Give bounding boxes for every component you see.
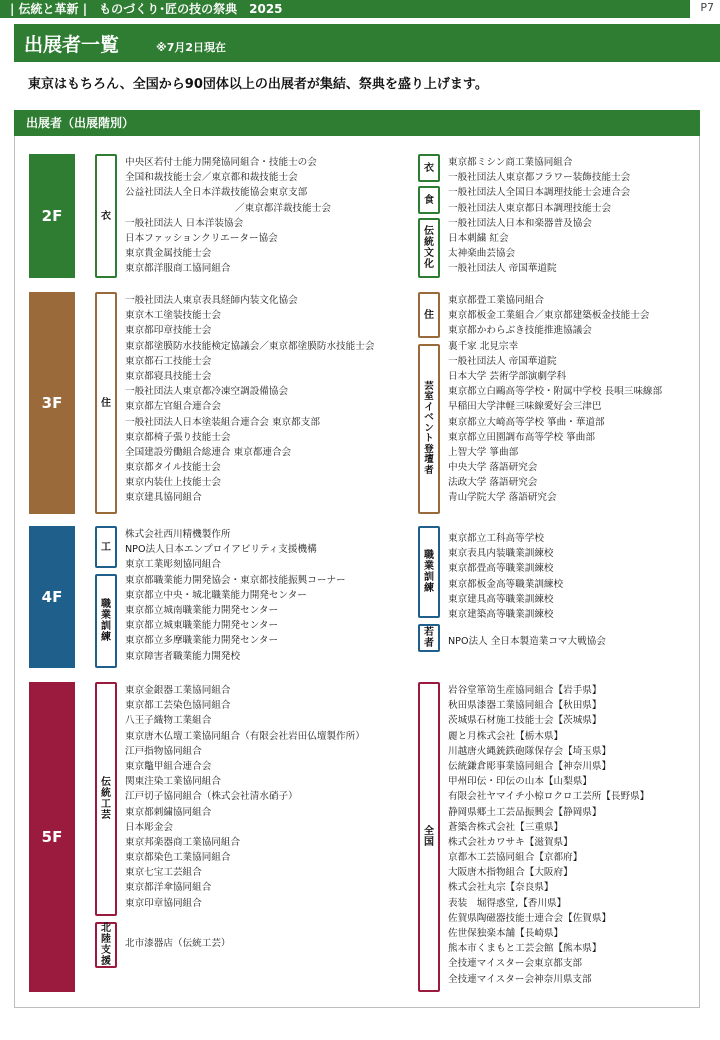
list-item: 一般社団法人全国日本調理技能士会連合会 — [448, 187, 631, 199]
list-item: 表装 堀得惑堂,【香川県】 — [448, 897, 567, 909]
category-tag: 食 — [418, 186, 440, 214]
list-item: 東京都寝具技能士会 — [125, 370, 212, 382]
list-item: 東京都板金工業組合／東京都建築板金技能士会 — [448, 310, 650, 322]
list-item: 江戸指物協同組合 — [125, 745, 202, 757]
list-item: 川越唐火縄銃鉄砲隊保存会【埼玉県】 — [448, 745, 612, 757]
list-item: 東京都畳工業協同組合 — [448, 295, 544, 306]
exhibitor-list-3f-right — [448, 293, 662, 506]
list-item: 東京都洋傘協同組合 — [125, 882, 212, 894]
list-item: 東京都工芸染色協同組合 — [125, 700, 231, 712]
list-item: 東京工業彫刻協同組合 — [125, 559, 221, 571]
section-heading: 出展者（出展階別） — [14, 110, 700, 136]
list-item: 一般社団法人日本塗装組合連合会 東京都支部 — [125, 416, 320, 428]
list-item: 東京都立城東職業能力開発センター — [125, 620, 279, 632]
list-item: 法政大学 落語研究会 — [448, 477, 538, 489]
top-bar — [0, 0, 720, 22]
list-item: 東京都立白鷗高等学校・附属中学校 長唄三味線部 — [448, 386, 663, 398]
list-item: 東京貴金属技能士会 — [125, 248, 212, 260]
exhibitor-list-2f-right — [448, 155, 630, 277]
list-item: 青山学院大学 落語研究会 — [448, 492, 557, 504]
list-item: 江戸切子協同組合（株式会社清水硝子） — [125, 791, 298, 803]
list-item: 日本大学 芸術学部演劇学科 — [448, 370, 567, 382]
list-item: 東京金銀器工業協同組合 — [125, 685, 231, 696]
list-item: 全国和裁技能士会／東京都和裁技能士会 — [125, 172, 298, 184]
list-item: 東京建具高等職業訓練校 — [448, 593, 554, 605]
list-item: 公益社団法人全日本洋裁技能協会東京支部 — [125, 187, 308, 199]
list-item: 東京都ミシン商工業協同組合 — [448, 157, 573, 168]
list-item: 東京都石工技能士会 — [125, 355, 212, 367]
category-tag: 伝統文化 — [418, 218, 440, 278]
list-item: 甲州印伝・印伝の山本【山梨県】 — [448, 776, 592, 788]
list-item: 日本彫金会 — [125, 821, 173, 833]
list-item: 東京都染色工業協同組合 — [125, 852, 231, 864]
breadcrumb: | 伝統と革新 | ものづくり･匠の技の祭典 2025 — [0, 0, 690, 18]
category-tag: 職業訓練 — [95, 574, 117, 668]
list-item: 佐賀県陶磁器技能士連合会【佐賀県】 — [448, 912, 612, 924]
list-item: 東京都立中央・城北職業能力開発センター — [125, 589, 307, 601]
list-item: 東京建具協同組合 — [125, 492, 202, 504]
list-item: 有限会社ヤマイチ小椋ロクロ工芸所【長野県】 — [448, 791, 650, 803]
list-item: 蒼築舎株式会社【三重県】 — [448, 821, 564, 833]
list-item: 一般社団法人東京都フラワー装飾技能士会 — [448, 172, 631, 184]
list-item: 東京印章協同組合 — [125, 897, 202, 909]
floor-badge-4f: 4F — [29, 526, 75, 668]
category-tag: 住 — [95, 292, 117, 514]
exhibitor-list-3f-left — [125, 293, 374, 506]
list-item: 中央大学 落語研究会 — [448, 462, 538, 474]
page-title: 出展者一覧 — [24, 34, 120, 56]
list-item: 一般社団法人 日本洋装協会 — [125, 217, 244, 229]
list-item: 東京建築高等職業訓練校 — [448, 608, 554, 620]
list-item: 東京都立工科高等学校 — [448, 533, 544, 544]
category-tag: 北陸支援 — [95, 922, 117, 968]
floor-badge-3f: 3F — [29, 292, 75, 514]
category-tag: 伝統工芸 — [95, 682, 117, 916]
list-item: 東京表具内装職業訓練校 — [448, 548, 554, 560]
lead-text: 東京はもちろん、全国から90団体以上の出展者が集結、祭典を盛り上げます。 — [28, 77, 488, 92]
category-tag: 衣 — [418, 154, 440, 182]
list-item: 東京唐木仏壇工業協同組合（有限会社岩田仏壇製作所） — [125, 730, 365, 742]
list-item: 株式会社西川精機製作所 — [125, 529, 231, 540]
exhibitor-list-5f-left — [125, 683, 365, 911]
list-item: 東京七宝工芸組合 — [125, 867, 202, 879]
list-item: 日本刺繍 紅会 — [448, 232, 509, 244]
category-tag: 衣 — [95, 154, 117, 278]
list-item: 茨城県石材施工技能士会【茨城県】 — [448, 715, 602, 727]
list-item: 株式会社丸宗【奈良県】 — [448, 882, 554, 894]
exhibitor-list-4f-left — [125, 527, 346, 664]
exhibitor-list-4f-right — [448, 531, 563, 622]
list-item: 東京都立田園調布高等学校 箏曲部 — [448, 431, 595, 443]
list-item: 早稲田大学津軽三味線愛好会三津巴 — [448, 401, 602, 413]
date-note: ※7月2日現在 — [156, 41, 227, 54]
list-item: 東京内装仕上技能士会 — [125, 477, 221, 489]
category-tag: 住 — [418, 292, 440, 338]
list-item: 京都木工芸協同組合【京都府】 — [448, 852, 583, 864]
category-tag: 芸室イベント登壇者 — [418, 344, 440, 514]
list-item: 東京都洋服商工協同組合 — [125, 263, 231, 275]
list-item: 東京都立多摩職業能力開発センター — [125, 635, 279, 647]
list-item: 秋田県漆器工業協同組合【秋田県】 — [448, 700, 602, 712]
list-item: 一般社団法人東京都日本調理技能士会 — [448, 202, 612, 214]
list-item: 東京木工塗装技能士会 — [125, 310, 221, 322]
list-item: 関東注染工業協同組合 — [125, 776, 221, 788]
list-item: ／東京都洋裁技能士会 — [235, 202, 331, 214]
list-item: 岩谷堂箪笥生産協同組合【岩手県】 — [448, 685, 602, 696]
list-item: 東京都畳高等職業訓練校 — [448, 563, 554, 575]
exhibitor-list-2f-left — [125, 155, 331, 277]
exhibitor-list-5f-hokuriku — [125, 936, 231, 951]
list-item: 太神楽曲芸協会 — [448, 248, 516, 260]
list-item: 麗と月株式会社【栃木県】 — [448, 730, 564, 742]
category-tag: 若者 — [418, 624, 440, 652]
exhibitor-list-4f-youth — [448, 634, 606, 649]
list-item: 熊本市くまもと工芸会館【熊本県】 — [448, 943, 602, 955]
list-item: 上智大学 箏曲部 — [448, 446, 519, 458]
title-bar — [14, 24, 720, 62]
list-item: 東京都印章技能士会 — [125, 325, 212, 337]
list-item: 全技連マイスター会神奈川県支部 — [448, 973, 592, 985]
list-item: 全技連マイスター会東京都支部 — [448, 958, 583, 970]
list-item: 一般社団法人 帝国華道院 — [448, 355, 557, 367]
list-item: 東京都タイル技能士会 — [125, 462, 221, 474]
list-item: NPO法人日本エンプロイアビリティ支援機構 — [125, 544, 317, 556]
list-item: 東京都立大崎高等学校 箏曲・華道部 — [448, 416, 605, 428]
exhibitor-list-5f-right — [448, 683, 649, 987]
list-item: 一般社団法人日本和楽器普及協会 — [448, 217, 592, 229]
list-item: 全国建設労働組合総連合 東京都連合会 — [125, 446, 292, 458]
category-tag: 職業訓練 — [418, 526, 440, 618]
list-item: 北市漆器店（伝統工芸） — [125, 938, 231, 949]
list-item: 佐世保独楽本舗【長崎県】 — [448, 928, 564, 939]
list-item: 東京都かわらぶき技能推進協議会 — [448, 325, 592, 337]
list-item: 東京都椅子張り技能士会 — [125, 431, 231, 443]
list-item: 八王子織物工業組合 — [125, 715, 212, 727]
list-item: NPO法人 全日本製造業コマ大戦協会 — [448, 636, 606, 647]
list-item: 裏千家 北見宗幸 — [448, 340, 519, 352]
list-item: 静岡県郷土工芸品振興会【静岡県】 — [448, 806, 602, 818]
list-item: 中央区若付士能力開発協同組合・技能士の会 — [125, 157, 317, 168]
list-item: 東京障害者職業能力開発校 — [125, 650, 241, 662]
list-item: 大阪唐木指物組合【大阪府】 — [448, 867, 573, 879]
list-item: 東京都板金高等職業訓練校 — [448, 578, 564, 590]
list-item: 東京都立城南職業能力開発センター — [125, 604, 279, 616]
list-item: 株式会社カワサキ【滋賀県】 — [448, 836, 573, 848]
list-item: 東京鼈甲組合連合会 — [125, 760, 212, 772]
list-item: 一般社団法人 帝国華道院 — [448, 263, 557, 275]
category-tag: 工 — [95, 526, 117, 568]
list-item: 一般社団法人東京表具経師内装文化協会 — [125, 295, 298, 306]
floor-badge-5f: 5F — [29, 682, 75, 992]
floor-badge-2f: 2F — [29, 154, 75, 278]
list-item: 伝統鎌倉彫事業協同組合【神奈川県】 — [448, 760, 612, 772]
page-number: P7 — [700, 1, 714, 14]
list-item: 東京邦楽器商工業協同組合 — [125, 836, 241, 848]
list-item: 東京都左官組合連合会 — [125, 401, 221, 413]
list-item: 東京都塗膜防水技能検定協議会／東京都塗膜防水技能士会 — [125, 340, 375, 352]
list-item: 東京都職業能力開発協会・東京都技能振興コーナー — [125, 574, 346, 586]
list-item: 東京都刺繍協同組合 — [125, 806, 212, 818]
category-tag: 全国 — [418, 682, 440, 992]
list-item: 日本ファッションクリエーター協会 — [125, 232, 278, 244]
list-item: 一般社団法人東京都冷凍空調設備協会 — [125, 386, 289, 398]
